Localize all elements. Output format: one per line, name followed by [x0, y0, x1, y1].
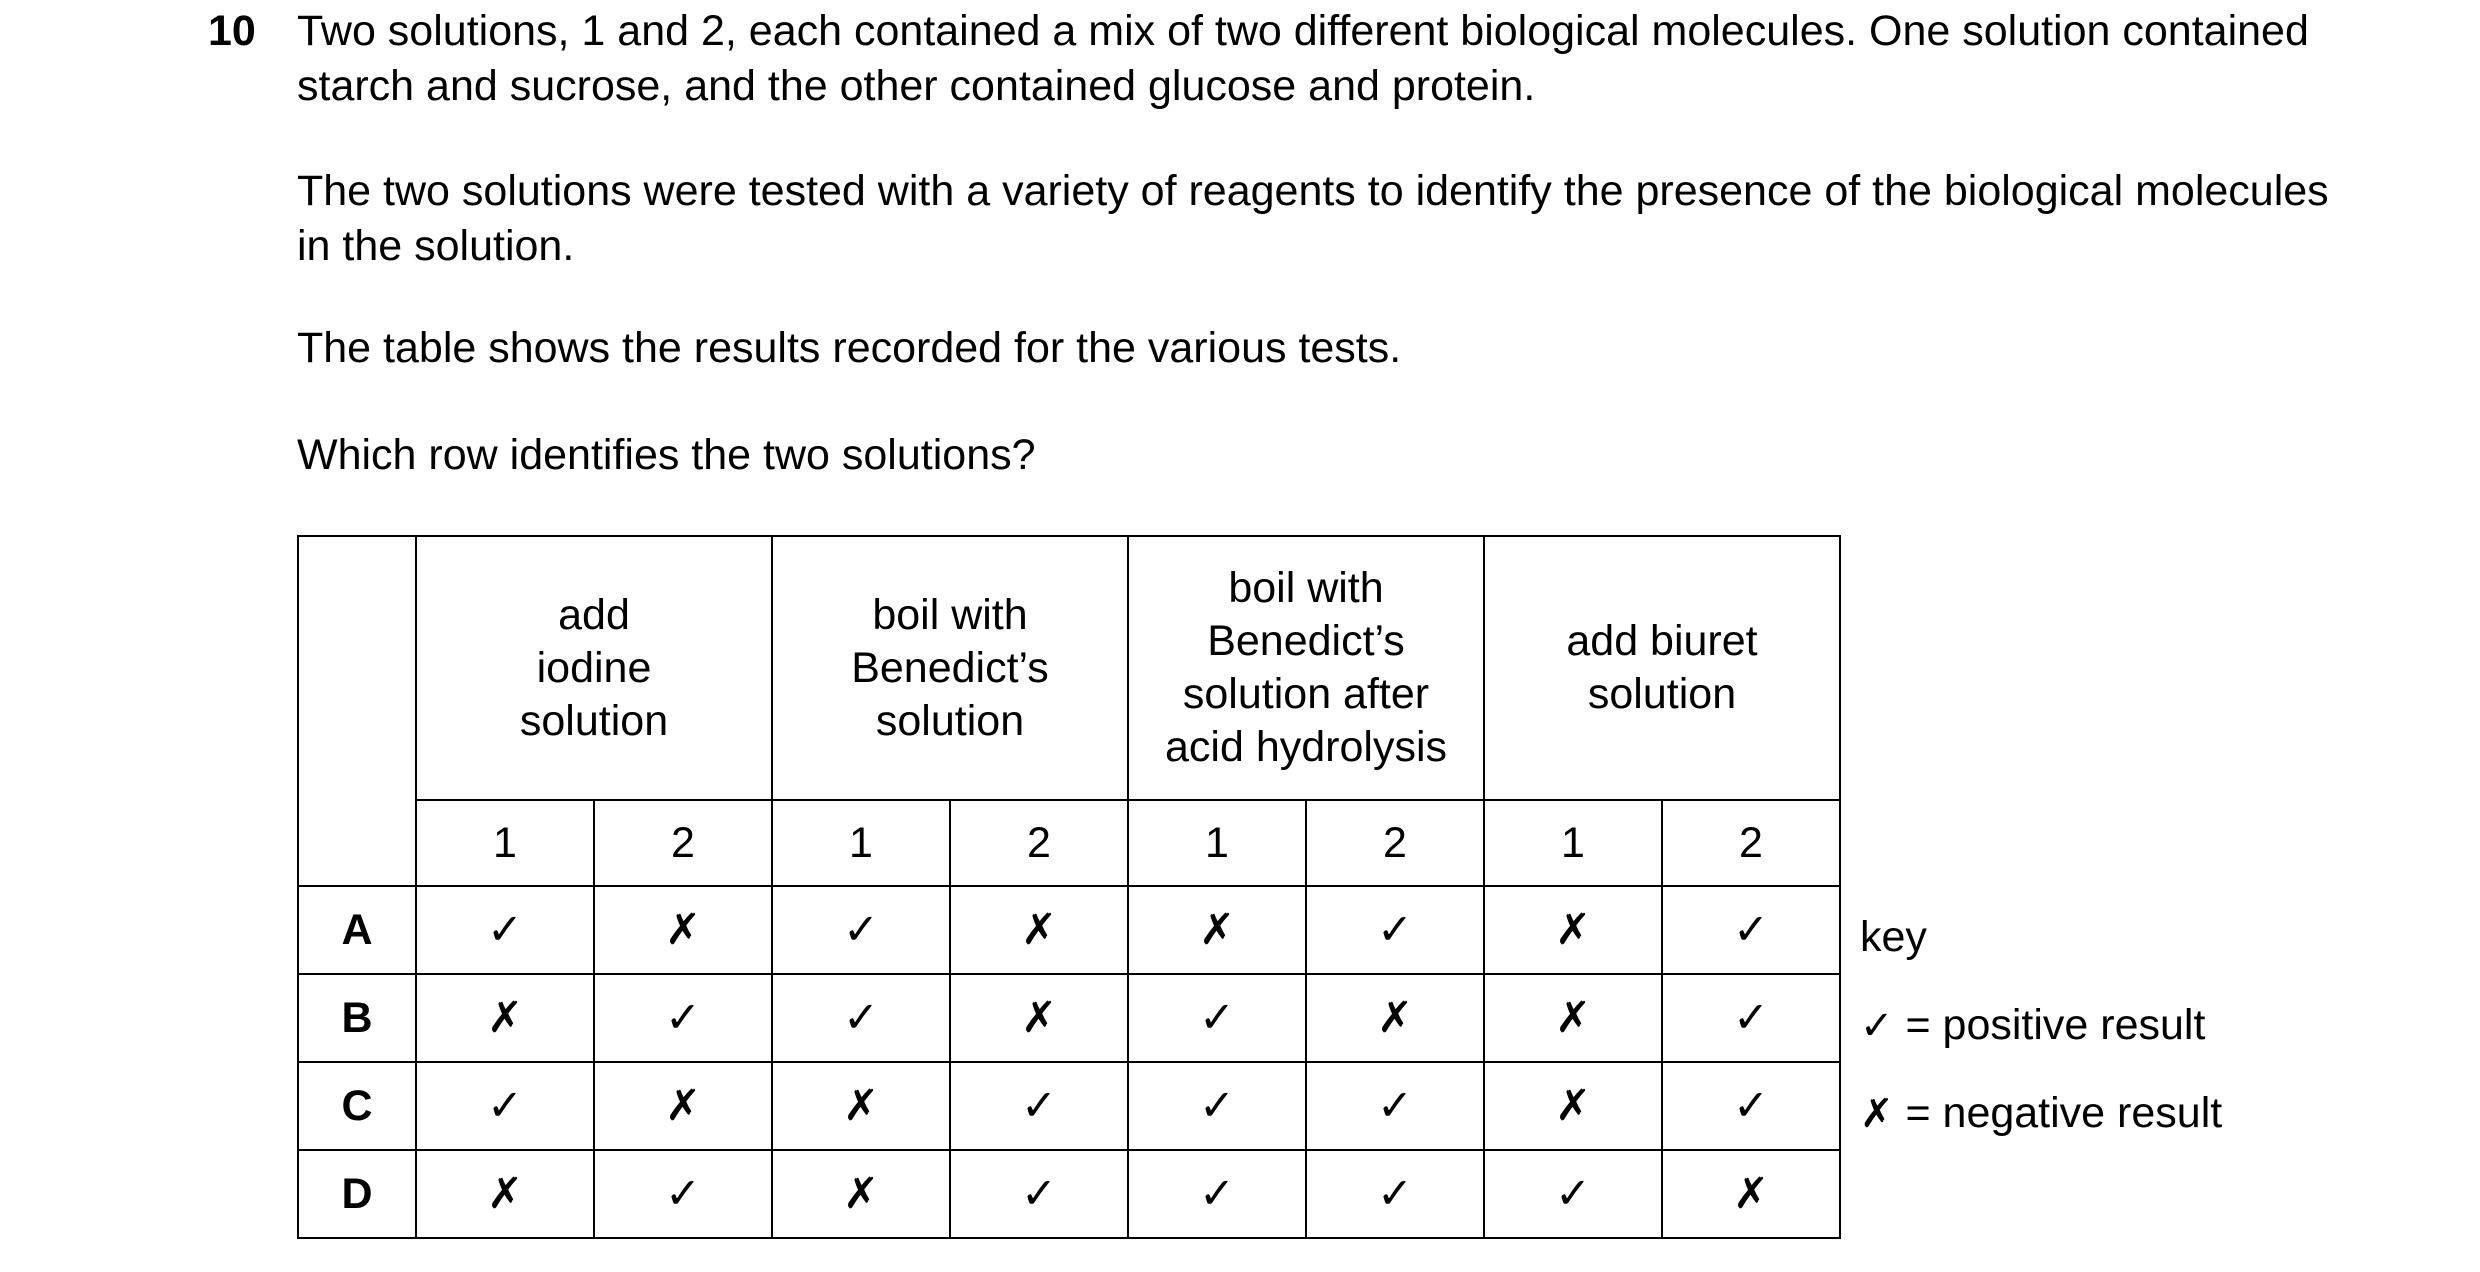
- result-mark: ✗: [950, 974, 1128, 1062]
- result-mark: ✗: [950, 886, 1128, 974]
- solution-label: 2: [594, 800, 772, 886]
- result-mark: ✓: [416, 886, 594, 974]
- solution-label: 1: [1484, 800, 1662, 886]
- test-header-benedicts: [772, 536, 1128, 800]
- result-mark: ✗: [1306, 974, 1484, 1062]
- result-mark: ✓: [416, 1062, 594, 1150]
- result-mark: ✗: [594, 886, 772, 974]
- question-paragraph-2: The two solutions were tested with a variety of reagents to identify the presence of the biological molecules in the solution.: [297, 167, 2329, 270]
- solution-label: 1: [1128, 800, 1306, 886]
- test-header-label: boil with Benedict’s solution: [851, 590, 1049, 745]
- test-header-label: add biuret solution: [1566, 617, 1758, 718]
- cross-icon: ✗: [1860, 1091, 1894, 1137]
- row-label-header: [298, 536, 416, 886]
- result-mark: ✓: [594, 974, 772, 1062]
- result-mark: ✓: [772, 886, 950, 974]
- result-mark: ✓: [1662, 974, 1840, 1062]
- result-mark: ✗: [594, 1062, 772, 1150]
- check-icon: ✓: [1860, 1003, 1894, 1049]
- question-paragraph-1: Two solutions, 1 and 2, each contained a mix of two different biological molecules. One solution contained starch and sucrose, and the other contained glucose and protein.: [297, 7, 2309, 110]
- result-mark: ✗: [416, 974, 594, 1062]
- result-mark: ✓: [950, 1062, 1128, 1150]
- test-header-label: boil with Benedict’s solution after acid hydrolysis: [1165, 564, 1447, 771]
- solution-label: 2: [1662, 800, 1840, 886]
- result-mark: ✓: [1306, 886, 1484, 974]
- key-title: key: [1860, 913, 1927, 961]
- question-number: 10: [208, 7, 256, 55]
- result-mark: ✗: [416, 1150, 594, 1238]
- test-header-biuret: [1484, 536, 1840, 800]
- row-label: C: [298, 1062, 416, 1150]
- solution-label: 2: [950, 800, 1128, 886]
- solution-label: 1: [772, 800, 950, 886]
- result-mark: ✗: [1662, 1150, 1840, 1238]
- result-mark: ✗: [772, 1150, 950, 1238]
- result-mark: ✓: [1662, 1062, 1840, 1150]
- result-mark: ✓: [1306, 1150, 1484, 1238]
- result-mark: ✓: [772, 974, 950, 1062]
- result-mark: ✓: [1128, 1062, 1306, 1150]
- result-mark: ✓: [1484, 1150, 1662, 1238]
- result-mark: ✗: [1484, 974, 1662, 1062]
- key-positive-text: = positive result: [1905, 1001, 2206, 1049]
- table-row-a: [298, 886, 1840, 974]
- key-negative-text: = negative result: [1905, 1089, 2223, 1137]
- row-label: B: [298, 974, 416, 1062]
- result-mark: ✗: [772, 1062, 950, 1150]
- test-header-benedicts-hydrolysis: [1128, 536, 1484, 800]
- key-negative: [1860, 1086, 2222, 1142]
- result-mark: ✗: [1128, 886, 1306, 974]
- result-mark: ✗: [1484, 1062, 1662, 1150]
- test-header-label: add iodine solution: [519, 590, 669, 745]
- row-label: D: [298, 1150, 416, 1238]
- result-mark: ✓: [1306, 1062, 1484, 1150]
- result-mark: ✓: [1128, 974, 1306, 1062]
- key-positive: [1860, 998, 2205, 1054]
- question-prompt: Which row identifies the two solutions?: [297, 431, 1036, 479]
- result-mark: ✓: [950, 1150, 1128, 1238]
- solution-label: 1: [416, 800, 594, 886]
- test-header-iodine: [416, 536, 772, 800]
- result-mark: ✓: [1662, 886, 1840, 974]
- results-table: [297, 535, 1841, 1239]
- question-paragraph-3: The table shows the results recorded for the various tests.: [297, 324, 1402, 372]
- table-row-d: [298, 1150, 1840, 1238]
- table-row-b: [298, 974, 1840, 1062]
- result-mark: ✓: [594, 1150, 772, 1238]
- result-mark: ✓: [1128, 1150, 1306, 1238]
- result-mark: ✗: [1484, 886, 1662, 974]
- row-label: A: [298, 886, 416, 974]
- solution-label: 2: [1306, 800, 1484, 886]
- table-row-c: [298, 1062, 1840, 1150]
